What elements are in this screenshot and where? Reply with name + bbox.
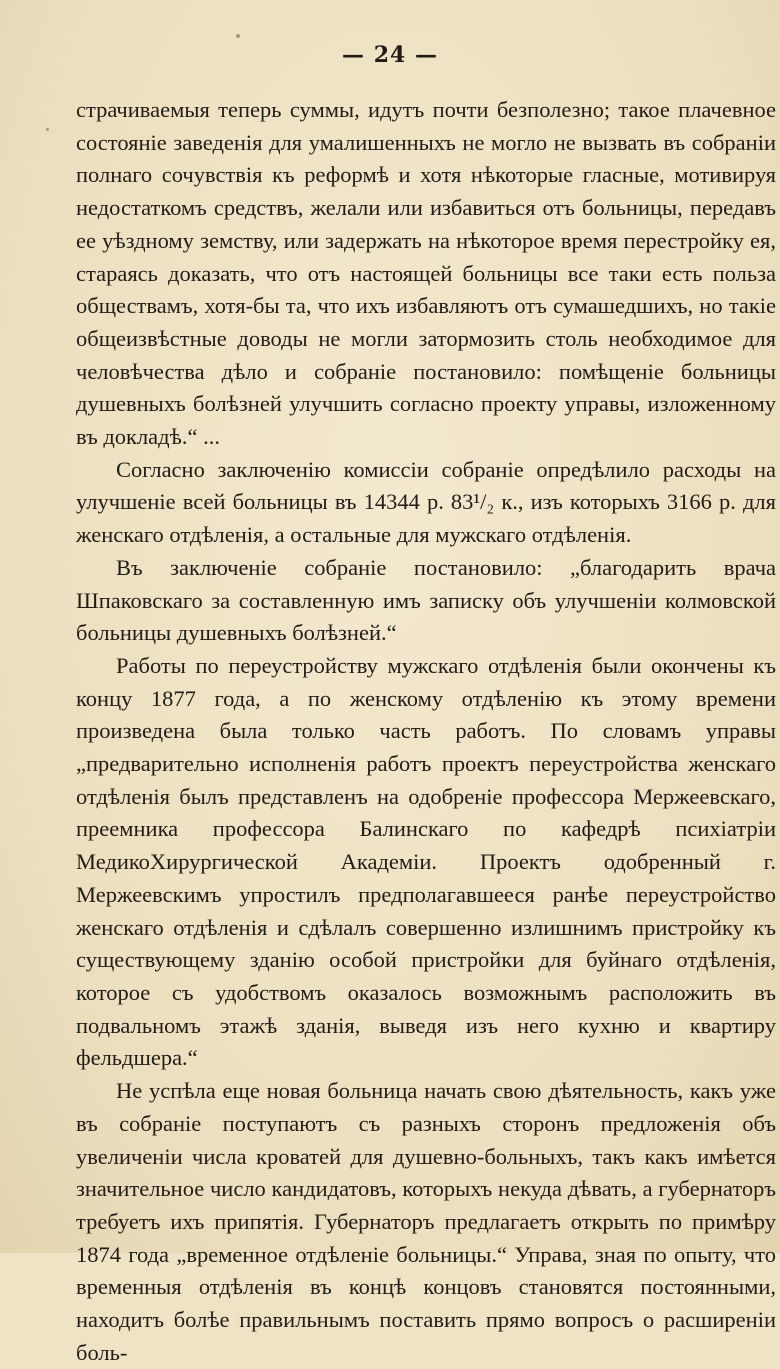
paper-speck	[46, 128, 49, 131]
paragraph-continued: страчиваемыя теперь суммы, идутъ почти безполезно; такое плачевное состояніе заведенія для умалишенныхъ не могло не вызвать въ собраніи полнаго сочувствія къ реформѣ и хотя нѣкоторые гласные, мотивируя недостаткомъ средствъ, желали или избавиться отъ больницы, передавъ ее уѣздному земству, или задержать на нѣкоторое время перестройку ея, стараясь доказать, что отъ настоящей больницы все таки есть польза обществамъ, хотя-бы та, что ихъ избавляютъ отъ сумашедшихъ, но такіе общеизвѣстные доводы не могли затормозить столь необходимое для человѣчества дѣло и собраніе постановило: помѣщеніе больницы душевныхъ болѣзней улучшить согласно проекту управы, изложенному въ докладѣ.“ ...	[76, 97, 776, 450]
paragraph: Работы по переустройству мужскаго отдѣленія были окончены къ концу 1877 года, а по женскому отдѣленію къ этому времени произведена была только часть работъ. По словамъ управы „предварительно исполненія работъ проектъ переустройства женскаго отдѣленія былъ представленъ на одобреніе профессора Мержеевскаго, преемника профессора Балинскаго по кафедрѣ психіатріи МедикоХирургической Академіи. Проектъ одобренный г. Мержеевскимъ упростилъ предполагавшееся ранѣе переустройство женскаго отдѣленія и сдѣлалъ совершенно излишнимъ пристройку къ существующему зданію особой пристройки для буйнаго отдѣленія, которое съ удобствомъ оказалось возможнымъ расположить въ подвальномъ этажѣ зданія, выведя изъ него кухню и квартиру фельдшера.“	[76, 652, 776, 1071]
page-number: — 24 —	[342, 42, 438, 68]
paragraph: Согласно заключенію комиссіи собраніе опредѣлило расходы на улучшеніе всей больницы въ 14344 р. 83¹/₂ к., изъ которыхъ 3166 р. для женскаго отдѣленія, а остальные для мужскаго отдѣленія.	[76, 456, 776, 548]
paper-speck	[236, 34, 240, 38]
paragraph: Не успѣла еще новая больница начать свою дѣятельность, какъ уже въ собраніе поступаютъ съ разныхъ сторонъ предложенія объ увеличеніи числа кроватей для душевно-больныхъ, такъ какъ имѣется значительное число кандидатовъ, которыхъ некуда дѣвать, а губернаторъ требуетъ ихъ припятія. Губернаторъ предлагаетъ открыть по примѣру 1874 года „временное отдѣленіе больницы.“ Управа, зная по опыту, что временныя отдѣленія въ концѣ концовъ становятся постоянными, находитъ болѣе правильнымъ поставить прямо вопросъ о расширеніи боль-	[76, 1078, 776, 1365]
body-text	[76, 94, 776, 1369]
paragraph: Въ заключеніе собраніе постановило: „благодарить врача Шпаковскаго за составленную имъ записку объ улучшеніи колмовской больницы душевныхъ болѣзней.“	[76, 554, 776, 646]
